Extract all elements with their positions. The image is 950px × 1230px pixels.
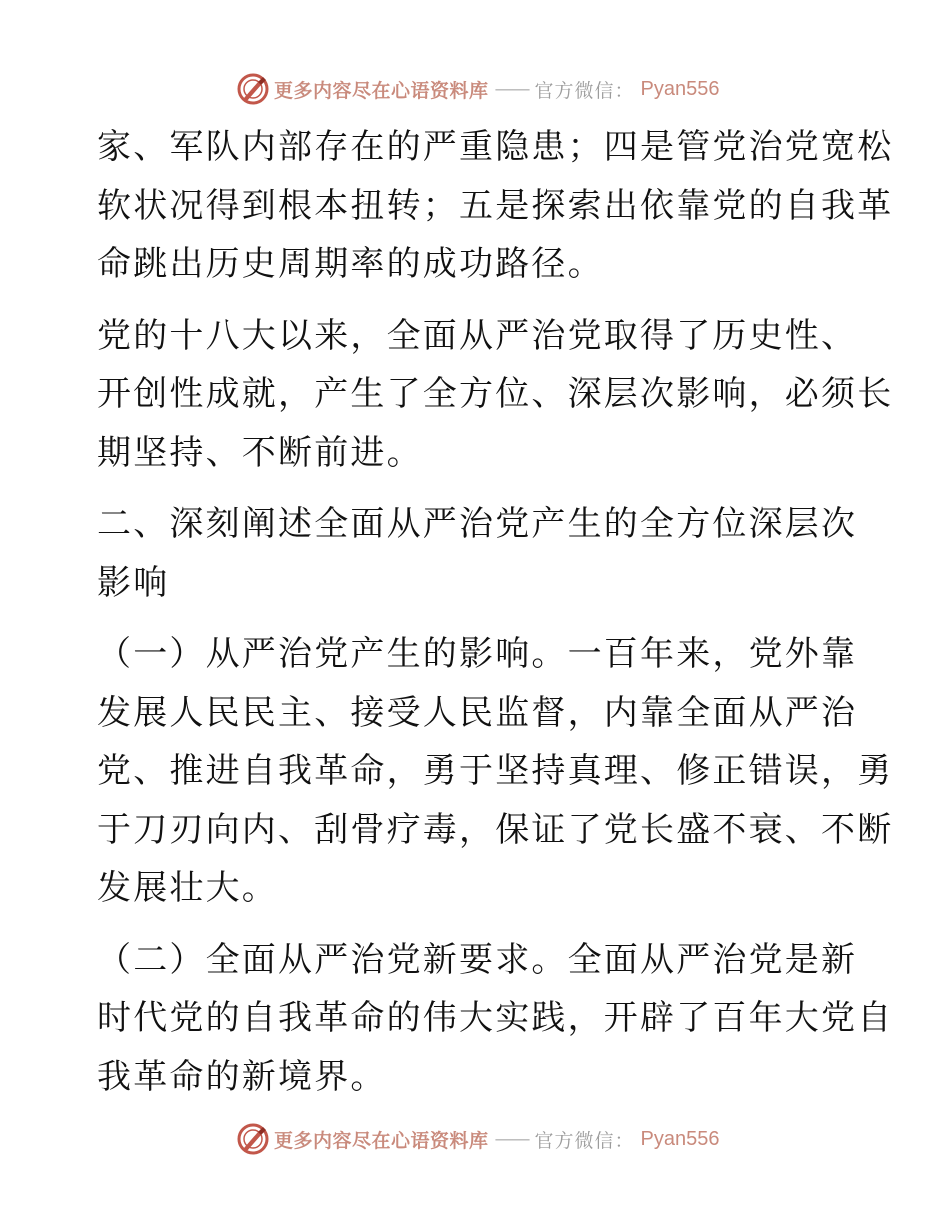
text-line: 于刀刃向内、刮骨疗毒，保证了党长盛不衰、不断 xyxy=(97,809,894,850)
text-line: 党的十八大以来，全面从严治党取得了历史性、 xyxy=(97,315,858,356)
text-line: 党、推进自我革命，勇于坚持真理、修正错误，勇 xyxy=(97,751,894,791)
section-heading-2 xyxy=(97,495,857,612)
paragraph-4 xyxy=(97,931,894,1107)
banner-wechat-id: Pyan556 xyxy=(640,77,720,100)
banner-dash: —— xyxy=(494,78,529,100)
banner-site-text: 更多内容尽在心语资料库 xyxy=(274,79,489,102)
text-line: 命跳出历史周期率的成功路径。 xyxy=(97,244,604,284)
banner-site-text: 更多内容尽在心语资料库 xyxy=(274,1129,489,1152)
paragraph-3 xyxy=(97,625,894,918)
text-line: 发展人民民主、接受人民监督，内靠全面从严治 xyxy=(97,692,858,733)
text-line: 期坚持、不断前进。 xyxy=(97,432,423,473)
paragraph-1 xyxy=(97,118,894,294)
text-line: 家、军队内部存在的严重隐患；四是管党治党宽松 xyxy=(97,127,894,167)
banner-wechat-label: 官方微信： xyxy=(534,1129,635,1152)
text-line: （一）从严治党产生的影响。一百年来，党外靠 xyxy=(97,634,858,674)
text-line: 开创性成就，产生了全方位、深层次影响，必须长 xyxy=(97,374,894,414)
banner-wechat-id: Pyan556 xyxy=(640,1127,720,1150)
text-line: （二）全面从严治党新要求。全面从严治党是新 xyxy=(97,939,858,980)
pen-logo-icon xyxy=(236,72,270,106)
text-line: 时代党的自我革命的伟大实践，开辟了百年大党自 xyxy=(97,998,894,1038)
pen-logo-icon xyxy=(236,1122,270,1156)
banner-wechat-label: 官方微信： xyxy=(534,79,635,102)
text-line: 软状况得到根本扭转；五是探索出依靠党的自我革 xyxy=(97,185,894,226)
footer-watermark-banner xyxy=(236,1122,720,1156)
text-line: 我革命的新境界。 xyxy=(97,1056,387,1097)
document-body xyxy=(97,118,894,1119)
header-watermark-banner xyxy=(236,72,720,106)
text-line: 发展壮大。 xyxy=(97,868,278,908)
paragraph-2 xyxy=(97,307,894,483)
banner-dash: —— xyxy=(494,1128,529,1150)
text-line: 影响 xyxy=(97,562,170,603)
text-line: 二、深刻阐述全面从严治党产生的全方位深层次 xyxy=(97,504,858,544)
